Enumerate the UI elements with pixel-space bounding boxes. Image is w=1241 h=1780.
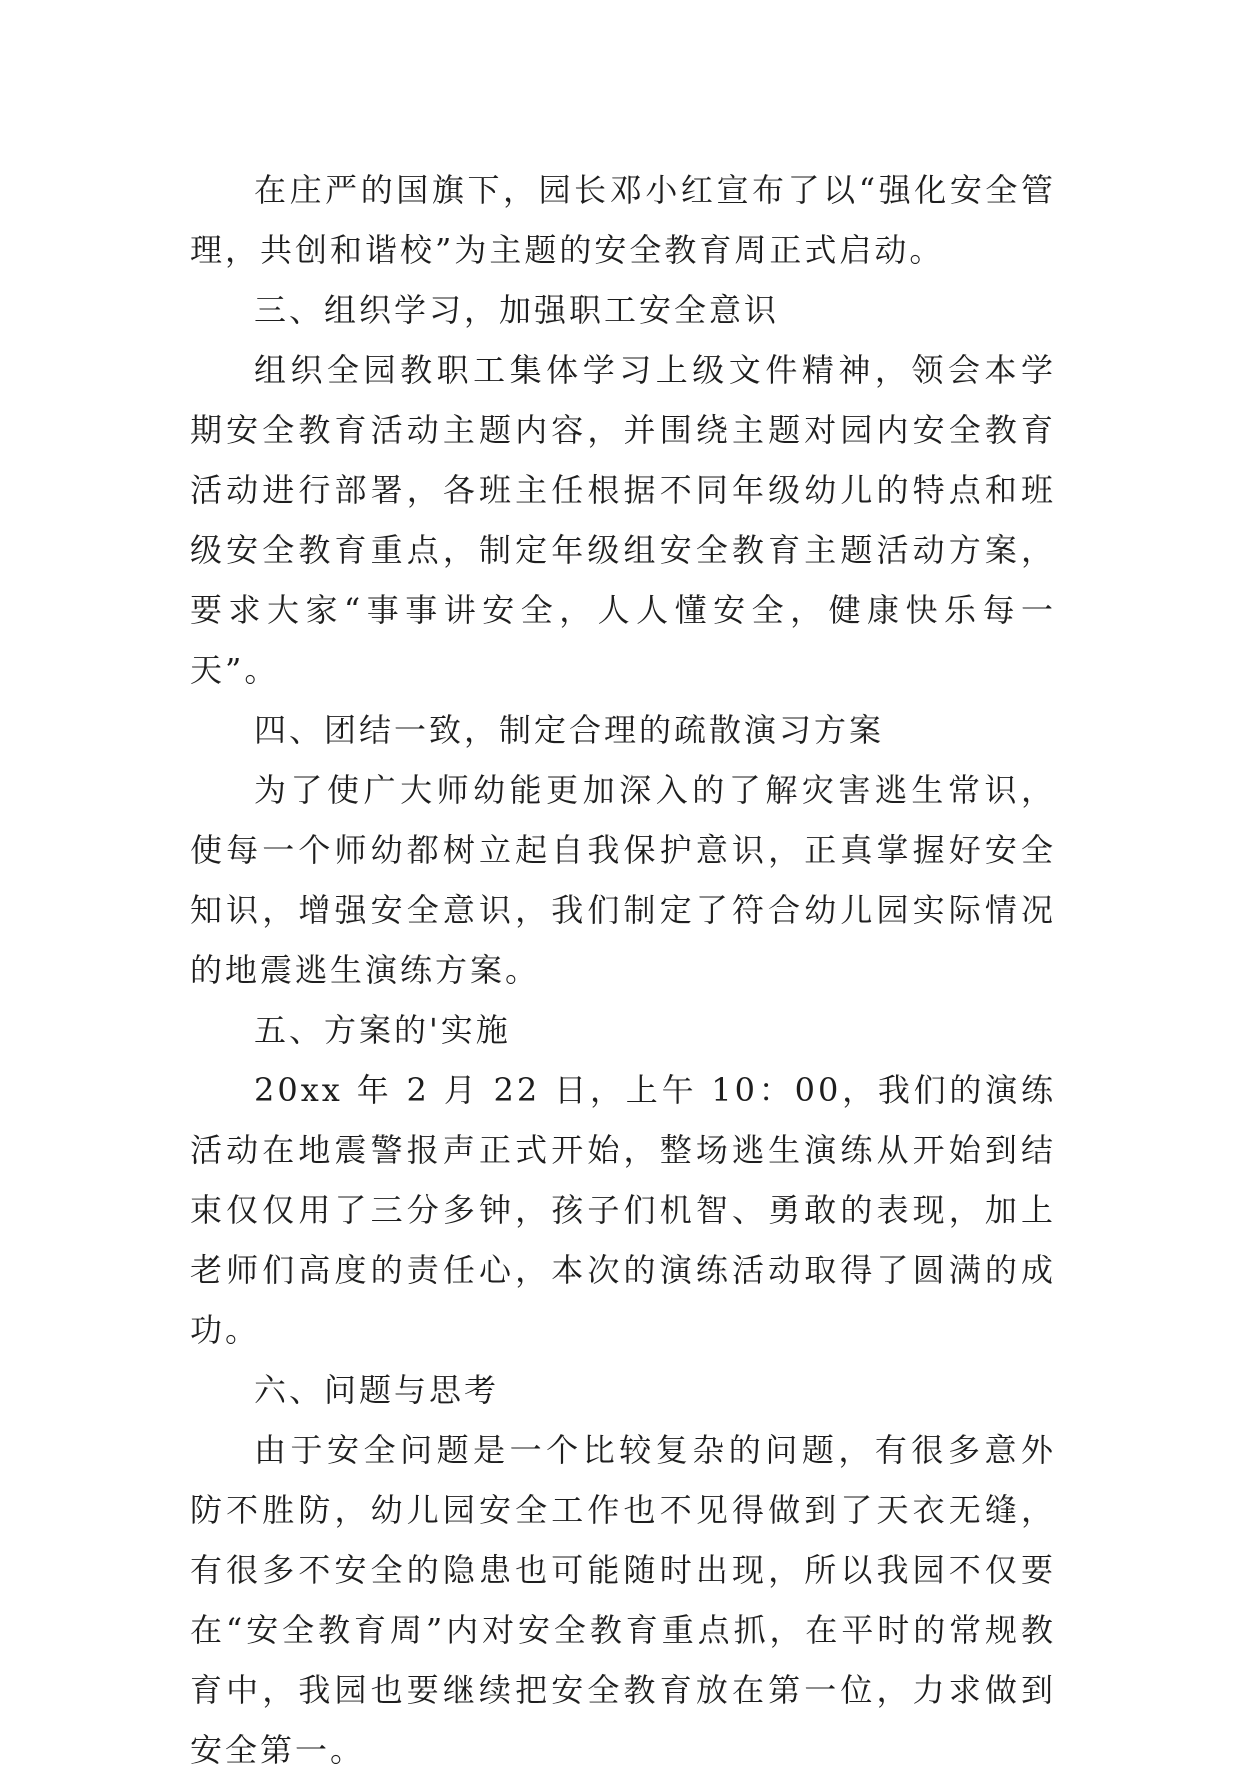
section-heading-4: 四、团结一致，制定合理的疏散演习方案 — [254, 711, 885, 749]
section-heading-6: 六、问题与思考 — [254, 1371, 500, 1409]
paragraph-opening-ceremony: 在庄严的国旗下，园长邓小红宣布了以“强化安全管理，共创和谐校”为主题的安全教育周正式启动。 — [190, 171, 1056, 269]
document-body — [190, 160, 1056, 1780]
section-heading-3: 三、组织学习，加强职工安全意识 — [254, 291, 780, 329]
paragraph-drill-implementation: 20xx 年 2 月 22 日，上午 10：00，我们的演练活动在地震警报声正式开始，整场逃生演练从开始到结束仅仅用了三分多钟，孩子们机智、勇敢的表现，加上老师们高度的责任心，本次的演练活动取得了圆满的成功。 — [190, 1071, 1056, 1349]
section-heading-5: 五、方案的'实施 — [254, 1011, 511, 1049]
paragraph-staff-study: 组织全园教职工集体学习上级文件精神，领会本学期安全教育活动主题内容，并围绕主题对园内安全教育活动进行部署，各班主任根据不同年级幼儿的特点和班级安全教育重点，制定年级组安全教育主题活动方案，要求大家“事事讲安全，人人懂安全，健康快乐每一天”。 — [190, 351, 1056, 689]
paragraph-evacuation-plan: 为了使广大师幼能更加深入的了解灾害逃生常识，使每一个师幼都树立起自我保护意识，正真掌握好安全知识，增强安全意识，我们制定了符合幼儿园实际情况的地震逃生演练方案。 — [190, 771, 1056, 989]
paragraph-reflection: 由于安全问题是一个比较复杂的问题，有很多意外防不胜防，幼儿园安全工作也不见得做到了天衣无缝，有很多不安全的隐患也可能随时出现，所以我园不仅要在“安全教育周”内对安全教育重点抓，在平时的常规教育中，我园也要继续把安全教育放在第一位，力求做到安全第一。 — [190, 1431, 1056, 1769]
